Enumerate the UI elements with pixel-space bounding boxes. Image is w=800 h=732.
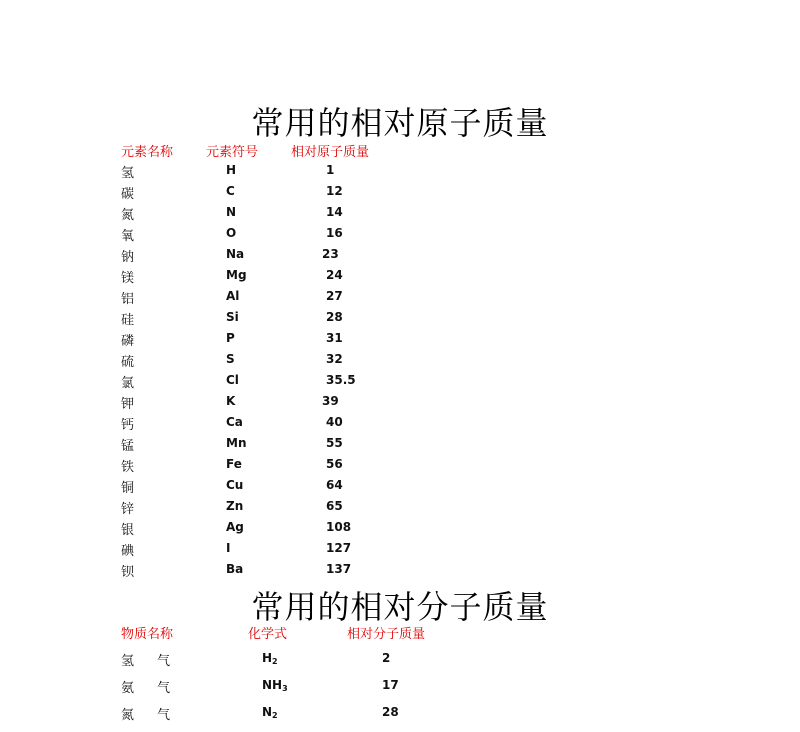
atomic-mass: 35.5	[326, 373, 356, 387]
formula-subscript: 2	[272, 657, 278, 666]
element-name: 钾	[121, 397, 135, 412]
atomic-mass: 39	[322, 394, 339, 408]
element-name: 锌	[121, 502, 135, 517]
molecular-mass: 17	[382, 678, 399, 692]
element-symbol: C	[226, 184, 235, 198]
atomic-mass: 27	[326, 289, 343, 303]
atomic-mass: 28	[326, 310, 343, 324]
element-symbol: K	[226, 394, 236, 408]
header-element-symbol: 元素符号	[206, 145, 259, 160]
element-name: 钠	[121, 250, 135, 265]
element-name: 铜	[121, 481, 135, 496]
atomic-mass: 32	[326, 352, 343, 366]
substance-name-char1: 氮	[121, 708, 135, 723]
atomic-mass: 108	[326, 520, 352, 534]
element-symbol: Na	[226, 247, 245, 261]
chemical-formula	[262, 678, 288, 693]
element-symbol: Ag	[226, 520, 244, 534]
atomic-mass: 24	[326, 268, 343, 282]
atomic-mass: 40	[326, 415, 343, 429]
element-name: 镁	[121, 271, 135, 286]
molecular-mass: 28	[382, 705, 399, 719]
element-symbol: I	[226, 541, 231, 555]
element-name: 钡	[121, 565, 135, 580]
element-name: 氮	[121, 208, 135, 223]
formula-subscript: 3	[282, 684, 288, 693]
molecular-mass-title: 常用的相对分子质量	[251, 588, 549, 626]
element-symbol: P	[226, 331, 235, 345]
chemical-formula	[262, 651, 278, 666]
atomic-mass: 12	[326, 184, 343, 198]
molecular-mass: 2	[382, 651, 391, 665]
element-name: 铁	[121, 460, 135, 475]
atomic-mass-title: 常用的相对原子质量	[251, 104, 549, 142]
substance-name-char1: 氢	[121, 654, 135, 669]
element-name: 钙	[121, 418, 135, 433]
element-name: 硫	[121, 355, 135, 370]
atomic-mass: 64	[326, 478, 343, 492]
element-name: 银	[121, 523, 135, 538]
header-atomic-mass: 相对原子质量	[291, 145, 370, 160]
element-symbol: Fe	[226, 457, 242, 471]
atomic-mass: 55	[326, 436, 343, 450]
atomic-mass: 31	[326, 331, 343, 345]
substance-name-char2: 气	[157, 654, 171, 669]
formula-subscript: 2	[272, 711, 278, 720]
substance-name-char2: 气	[157, 681, 171, 696]
element-name: 碘	[121, 544, 135, 559]
chemical-formula	[262, 705, 278, 720]
element-symbol: Zn	[226, 499, 244, 513]
element-symbol: Si	[226, 310, 239, 324]
element-name: 铝	[121, 292, 135, 307]
formula-base: N	[262, 705, 273, 719]
header-formula: 化学式	[248, 627, 288, 642]
substance-name-char2: 气	[157, 708, 171, 723]
element-name: 氯	[121, 376, 135, 391]
atomic-mass: 23	[322, 247, 339, 261]
element-symbol: S	[226, 352, 235, 366]
element-symbol: Cu	[226, 478, 244, 492]
substance-name-char1: 氨	[121, 681, 135, 696]
element-name: 氧	[121, 229, 135, 244]
atomic-mass: 16	[326, 226, 343, 240]
atomic-mass: 65	[326, 499, 343, 513]
element-name: 氢	[121, 166, 135, 181]
element-symbol: Mg	[226, 268, 247, 282]
element-symbol: Mn	[226, 436, 247, 450]
element-symbol: N	[226, 205, 237, 219]
element-symbol: O	[226, 226, 237, 240]
element-name: 碳	[121, 187, 135, 202]
element-name: 硅	[121, 313, 135, 328]
element-symbol: Cl	[226, 373, 239, 387]
atomic-mass: 137	[326, 562, 352, 576]
header-substance-name: 物质名称	[121, 627, 174, 642]
formula-base: NH	[262, 678, 283, 692]
header-element-name: 元素名称	[121, 145, 174, 160]
header-molecular-mass: 相对分子质量	[347, 627, 426, 642]
element-symbol: Ba	[226, 562, 244, 576]
element-name: 磷	[121, 334, 135, 349]
atomic-mass: 56	[326, 457, 343, 471]
atomic-mass: 127	[326, 541, 352, 555]
element-symbol: Ca	[226, 415, 243, 429]
element-symbol: H	[226, 163, 237, 177]
formula-base: H	[262, 651, 273, 665]
element-name: 锰	[121, 439, 135, 454]
atomic-mass: 1	[326, 163, 335, 177]
atomic-mass: 14	[326, 205, 343, 219]
element-symbol: Al	[226, 289, 240, 303]
